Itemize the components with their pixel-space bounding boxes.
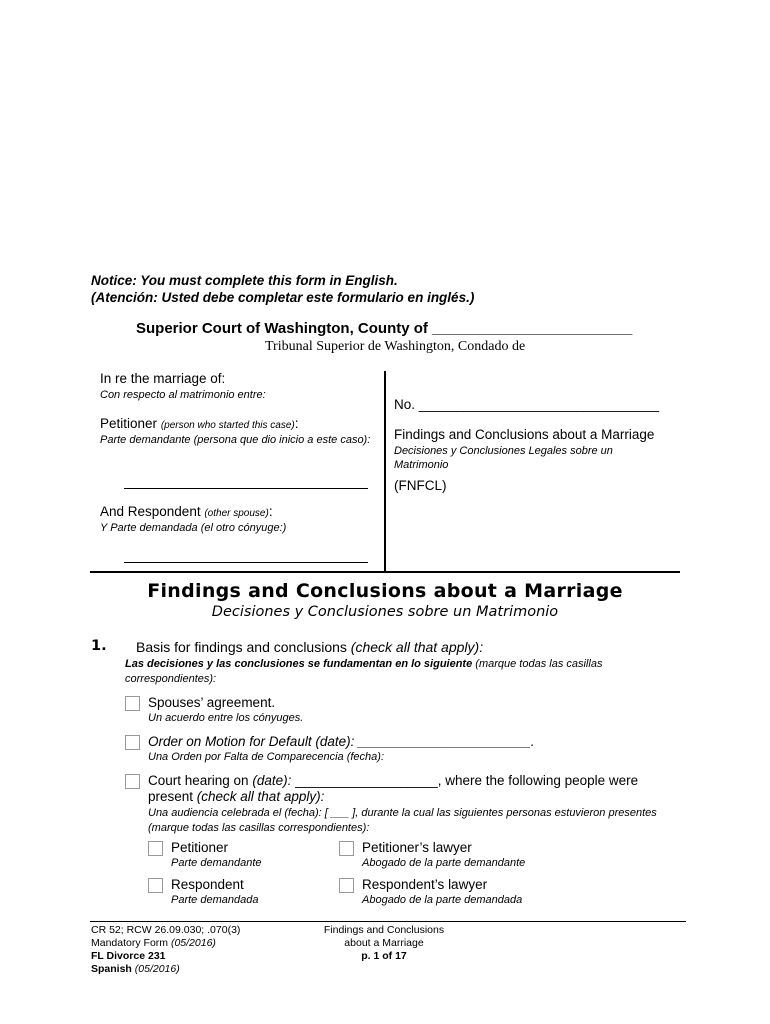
petitioner-label-es: Parte demandante (persona que dio inicio a este caso): [100,434,371,446]
caption-bottom-rule [90,571,680,573]
petitioner-lawyer-present-label: Petitioner’s lawyer [362,840,472,855]
court-hearing-text-d: present [148,789,197,804]
court-hearing-label [148,773,683,805]
default-order-label: Order on Motion for Default (date): _______________________. [148,734,535,749]
document-subtitle: Decisiones y Conclusiones sobre un Matrimonio [211,604,559,620]
court-hearing-text-b: (date): [252,773,292,788]
court-title: Superior Court of Washington, County of ________________________ [136,320,633,337]
petitioner-note: (person who started this case) [160,420,295,431]
footer-mandatory [91,937,240,950]
respondent-signature-line[interactable] [124,562,368,563]
section-heading-es-rest: (marque todas las casillas correspondientes): [125,658,603,685]
form-code: (FNFCL) [394,478,447,493]
court-hearing-checkbox[interactable] [125,774,140,789]
court-hearing-text-c: ___________________, where the following people were [291,773,639,788]
document-title: Findings and Conclusions about a Marriage [147,580,623,602]
spouses-agreement-checkbox[interactable] [125,696,140,711]
petitioner-present-label-es: Parte demandante [171,857,262,869]
respondent-present-checkbox[interactable] [148,878,163,893]
petitioner-colon: : [294,416,299,431]
footer-spanish-date: (05/2016) [134,963,180,975]
section-heading-es-bold: Las decisiones y las conclusiones se fundamentan en lo siguiente [125,658,473,670]
footer-left [91,924,240,976]
spouses-agreement-label-es: Un acuerdo entre los cónyuges. [148,712,304,724]
footer-mandatory-text: Mandatory Form [91,937,171,949]
respondent-note: (other spouse) [204,508,269,519]
footer-mandatory-date: (05/2016) [170,937,216,949]
petitioner-label [100,416,299,431]
respondent-present-label: Respondent [171,877,244,892]
footer-title-line1: Findings and Conclusions [323,924,445,936]
footer-form-id: FL Divorce 231 [91,950,166,962]
footer-spanish [91,963,240,976]
respondent-present-label-es: Parte demandada [171,894,259,906]
notice [91,272,474,306]
footer-statute: CR 52; RCW 26.09.030; .070(3) [91,924,241,936]
petitioner-present-label: Petitioner [171,840,229,855]
petitioner-text: Petitioner [100,416,158,431]
respondent-lawyer-present-label: Respondent’s lawyer [362,877,488,892]
section-heading [136,639,483,655]
section-heading-es [125,657,685,687]
section-number: 1. [91,638,107,654]
in-re-label-es: Con respecto al matrimonio entre: [100,389,266,401]
court-hearing-label-es: Una audiencia celebrada el (fecha): [ ___ ], durante la cual las siguientes personas estuvieron presentes (marque todas las casillas correspondientes): [148,807,657,834]
court-hearing-text-e: (check all that apply): [196,789,325,804]
footer-center [300,924,468,963]
petitioner-signature-line[interactable] [124,488,368,489]
respondent-lawyer-present-label-es: Abogado de la parte demandada [362,894,523,906]
petitioner-lawyer-present-checkbox[interactable] [339,841,354,856]
section-title: Basis for findings and conclusions [136,639,347,655]
caption-divider [384,371,386,573]
respondent-label-es: Y Parte demandada (el otro cónyuge:) [100,522,287,534]
default-order-label-es: Una Orden por Falta de Comparecencia (fecha): [148,751,385,763]
respondent-text: And Respondent [100,504,201,519]
footer-spanish-text: Spanish [91,963,135,975]
respondent-label [100,504,273,519]
default-order-checkbox[interactable] [125,735,140,750]
court-title-es: Tribunal Superior de Washington, Condado de [265,339,526,354]
respondent-lawyer-present-checkbox[interactable] [339,878,354,893]
footer-rule [90,921,686,922]
petitioner-present-checkbox[interactable] [148,841,163,856]
form-title-es: Decisiones y Conclusiones Legales sobre un Matrimonio [394,445,613,471]
spouses-agreement-label: Spouses’ agreement. [148,695,276,710]
petitioner-lawyer-present-label-es: Abogado de la parte demandante [362,857,526,869]
case-number-field[interactable]: No. ________________________________ [394,397,660,412]
section-title-note: (check all that apply): [346,639,484,655]
notice-line: Notice: You must complete this form in English. [91,273,398,288]
footer-title-line2: about a Marriage [344,937,424,949]
respondent-colon: : [268,504,273,519]
in-re-label: In re the marriage of: [100,371,226,386]
notice-line-es: (Atención: Usted debe completar este formulario en inglés.) [91,290,475,305]
court-hearing-text-a: Court hearing on [148,773,253,788]
footer-page-number: p. 1 of 17 [361,950,407,962]
form-title: Findings and Conclusions about a Marriage [394,427,655,442]
